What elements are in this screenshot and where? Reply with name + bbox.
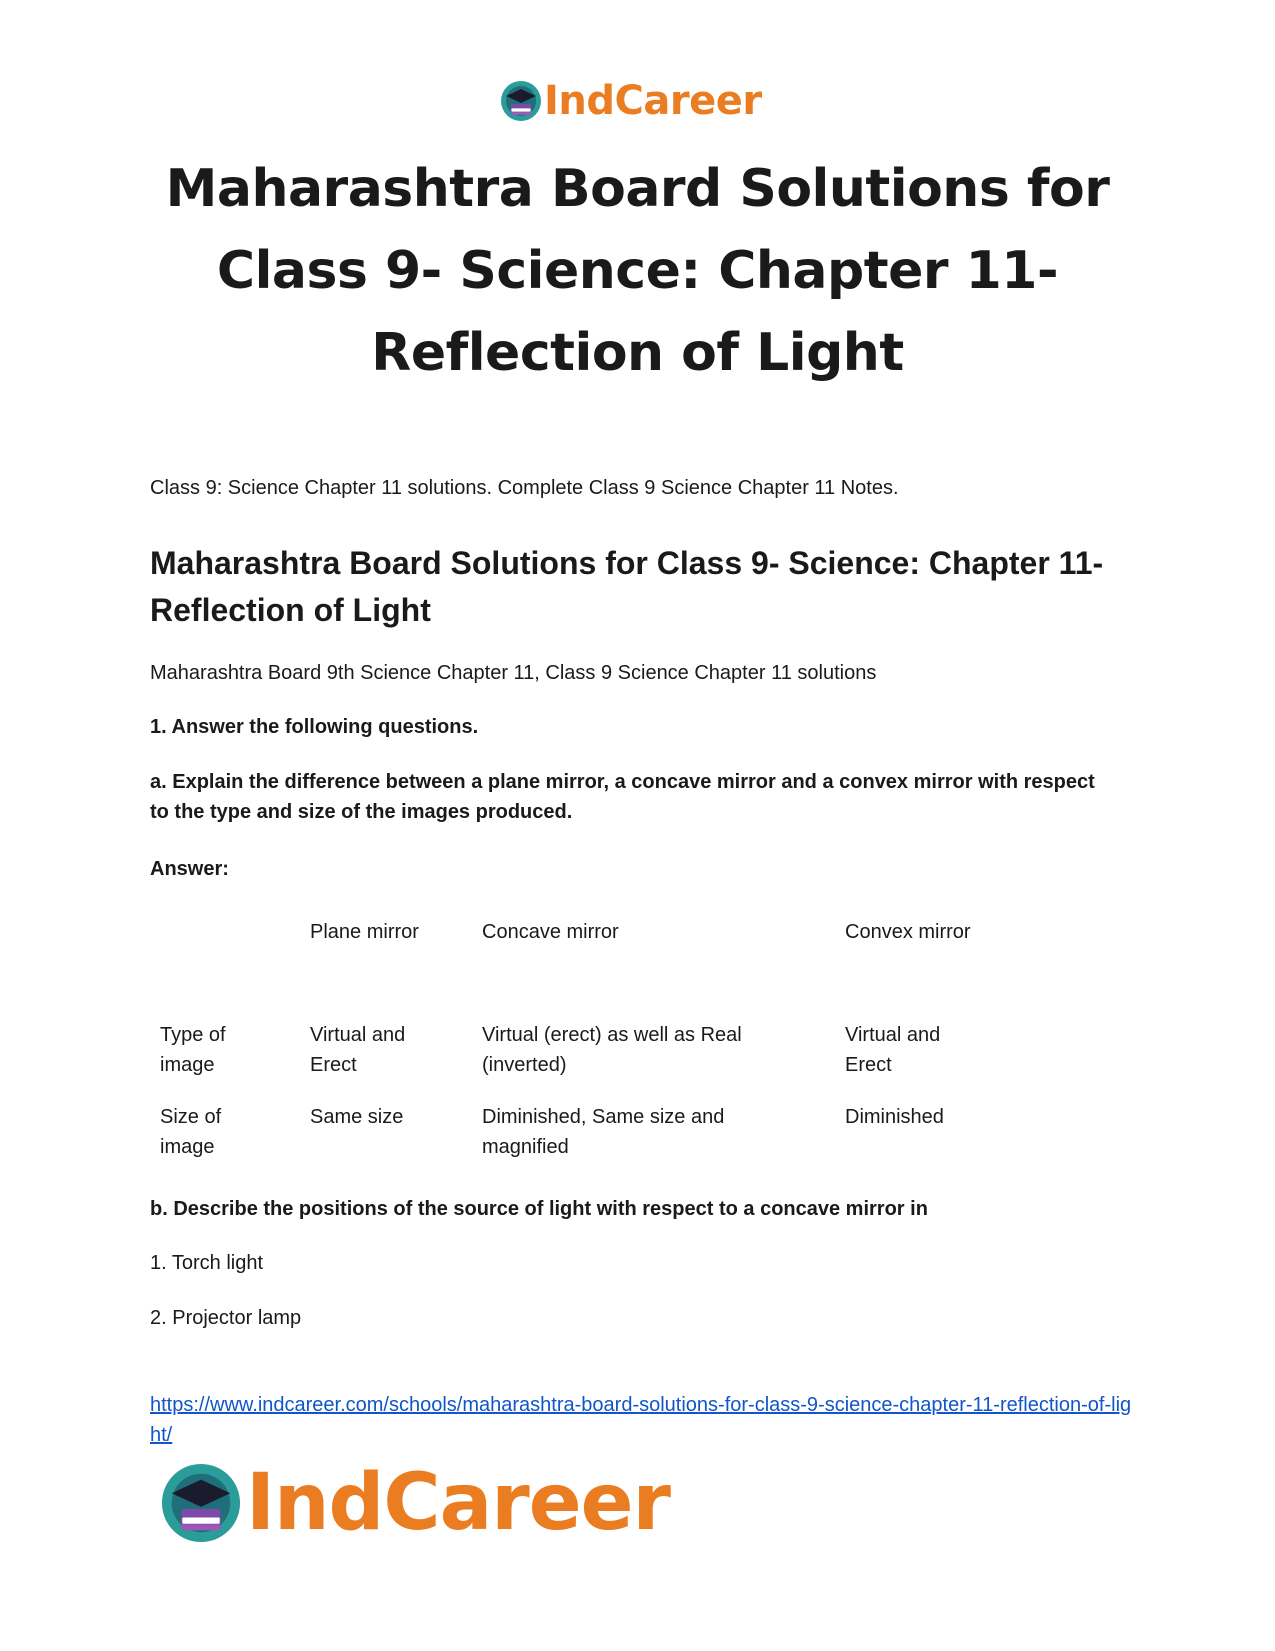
question-b: b. Describe the positions of the source of light with respect to a concave mirror in	[150, 1198, 928, 1220]
answer-label: Answer:	[150, 858, 229, 880]
table-cell-size-plane: Same size	[310, 1106, 404, 1128]
page-title: Maharashtra Board Solutions for Class 9- Science: Chapter 11- Reflection of Light	[165, 159, 1110, 383]
section-heading: Maharashtra Board Solutions for Class 9- Science: Chapter 11- Reflection of Light	[150, 545, 1104, 628]
question-a: a. Explain the difference between a plane mirror, a concave mirror and a convex mirror with respect to the type and size of the images produced.	[150, 771, 1095, 823]
header-logo	[500, 80, 762, 122]
table-cell-size-convex: Diminished	[845, 1106, 944, 1128]
source-link[interactable]: https://www.indcareer.com/schools/maharashtra-board-solutions-for-class-9-science-chapter-11-reflection-of-light/	[150, 1394, 1132, 1446]
graduation-cap-logo-icon	[160, 1462, 242, 1544]
brand-name: IndCareer	[246, 1458, 670, 1548]
table-cell-size-label: Size of image	[160, 1106, 222, 1158]
list-item: 2. Projector lamp	[150, 1307, 302, 1329]
table-header-concave: Concave mirror	[482, 921, 619, 943]
table-cell-type-concave: Virtual (erect) as well as Real (inverted)	[482, 1024, 742, 1076]
question-heading: 1. Answer the following questions.	[150, 716, 479, 738]
table-cell-type-label: Type of image	[160, 1024, 226, 1076]
table-cell-size-concave: Diminished, Same size and magnified	[482, 1106, 725, 1158]
table-header-convex: Convex mirror	[845, 921, 971, 943]
table-cell-type-plane: Virtual and Erect	[310, 1024, 406, 1076]
brand-name: IndCareer	[544, 78, 762, 124]
footer-logo	[160, 1458, 670, 1548]
list-item: 1. Torch light	[150, 1252, 264, 1274]
intro-text: Class 9: Science Chapter 11 solutions. Complete Class 9 Science Chapter 11 Notes.	[150, 477, 899, 499]
table-cell-type-convex: Virtual and Erect	[845, 1024, 941, 1076]
graduation-cap-logo-icon	[500, 80, 542, 122]
table-header-plane: Plane mirror	[310, 921, 419, 943]
subtitle-line: Maharashtra Board 9th Science Chapter 11, Class 9 Science Chapter 11 solutions	[150, 662, 877, 684]
